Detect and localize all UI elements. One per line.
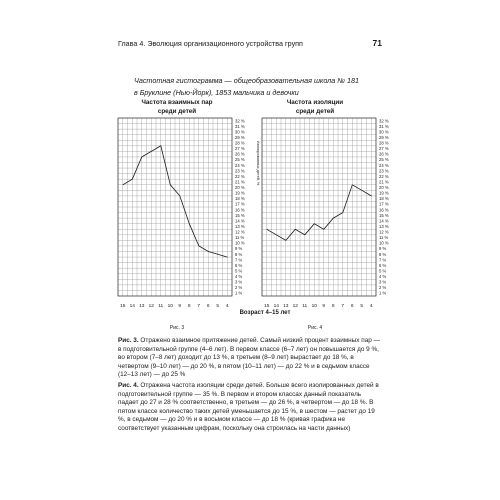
- chart1-data-point: [132, 179, 133, 180]
- chart1-y-tick-label: 2 %: [235, 285, 243, 291]
- chart2-y-tick-label: 17 %: [379, 201, 389, 207]
- chart1-y-tick-label: 5 %: [235, 268, 243, 274]
- chart1-y-tick-label: 32 %: [235, 118, 245, 124]
- chart1-y-tick-label: 25 %: [235, 157, 245, 163]
- chart1-x-tick-label: 15: [120, 304, 126, 309]
- chart1-y-tick-label: 27 %: [235, 146, 245, 152]
- chart2-x-tick-label: 12: [292, 304, 298, 309]
- chart2-y-tick-label: 1 %: [379, 290, 387, 296]
- chart2-y-tick-label: 30 %: [379, 129, 389, 135]
- chart2-y-tick-label: 18 %: [379, 196, 389, 202]
- chart1-y-tick-label: 9 %: [235, 246, 243, 252]
- chart2-data-point: [342, 212, 343, 213]
- chart2-x-tick-label: 4: [369, 304, 373, 309]
- chart2-data-point: [295, 229, 296, 230]
- figure-3-label: Рис. 3.: [118, 337, 139, 344]
- chart2-y-tick-label: 8 %: [379, 251, 387, 257]
- chart1-y-tick-label: 22 %: [235, 173, 245, 179]
- chart1-data-point: [208, 251, 209, 252]
- chart1-y-tick-label: 6 %: [235, 262, 243, 268]
- chart1-y-tick-label: 14 %: [235, 218, 245, 224]
- chart2-y-tick-label: 12 %: [379, 229, 389, 235]
- chart1-figure-label: Рис. 3: [169, 325, 185, 331]
- chart1-y-tick-label: 26 %: [235, 151, 245, 157]
- page-number: 71: [372, 38, 382, 48]
- chapter-title: Глава 4. Эволюция организационного устройства групп: [118, 39, 303, 48]
- chart1-y-tick-label: 12 %: [235, 229, 245, 235]
- chart1-data-point: [198, 246, 199, 247]
- chart2-y-tick-label: 26 %: [379, 151, 389, 157]
- chart1-x-tick-label: 14: [129, 304, 135, 309]
- chart2-y-tick-label: 25 %: [379, 157, 389, 163]
- chart2-data-point: [266, 229, 267, 230]
- figure-3-description: [118, 337, 380, 380]
- chart1-x-tick-label: 9: [178, 304, 182, 309]
- chart1-y-tick-label: 8 %: [235, 251, 243, 257]
- chart1-y-tick-label: 23 %: [235, 168, 245, 174]
- chart1-y-tick-label: 16 %: [235, 207, 245, 213]
- figure-3-body: Отражено взаимное притяжение детей. Самый низкий процент взаимных пар — в подготовительной группе (4–6 лет). В первом классе (6–7 лет) он повышается до 9 %, во втором (7–8 лет) доходит до 13 %, в третьем (8–9 лет) вырастает до 18 %, в четвертом (9–10 лет) — до 20 %, в пятом (10–11 лет) — до 22 % и в седьмом классе (12–13 лет) — до 25 %: [118, 337, 380, 379]
- shared-x-axis-label: Возраст 4–15 лет: [239, 310, 291, 316]
- chart2-title-line: Частота изоляции: [286, 99, 344, 106]
- chart2-y-tick-label: 23 %: [379, 168, 389, 174]
- chart1-data-point: [170, 184, 171, 185]
- chart1-y-tick-label: 11 %: [235, 235, 245, 241]
- chart2-y-tick-label: 3 %: [379, 279, 387, 285]
- chart2-data-point: [371, 196, 372, 197]
- chart1-x-tick-label: 6: [206, 304, 210, 309]
- chart2-data-point: [323, 229, 324, 230]
- chart1-y-tick-label: 30 %: [235, 129, 245, 135]
- chart1-title-line: среди детей: [157, 108, 197, 115]
- chart2-x-tick-label: 11: [302, 304, 308, 309]
- chart1-y-tick-label: 28 %: [235, 140, 245, 146]
- chart2-data-point: [314, 223, 315, 224]
- chart2-y-tick-label: 16 %: [379, 207, 389, 213]
- chart2-y-tick-label: 11 %: [379, 235, 389, 241]
- chart1-y-tick-label: 29 %: [235, 134, 245, 140]
- chart1-y-tick-label: 15 %: [235, 212, 245, 218]
- chart2-data-point: [276, 234, 277, 235]
- chart2-x-tick-label: 9: [322, 304, 326, 309]
- chart2-title-line: среди детей: [295, 108, 335, 115]
- chart2-x-tick-label: 5: [360, 304, 364, 309]
- chart1-y-tick-label: 13 %: [235, 223, 245, 229]
- caption-line-1: Частотная гистограмма — общеобразовательная школа № 181: [134, 76, 359, 85]
- chart2-y-tick-label: 14 %: [379, 218, 389, 224]
- chart1-x-tick-label: 5: [216, 304, 220, 309]
- chart2-data-point: [361, 190, 362, 191]
- chart1-data-point: [122, 184, 123, 185]
- chart2-y-tick-label: 21 %: [379, 179, 389, 185]
- chart2-y-tick-label: 29 %: [379, 134, 389, 140]
- chart1-title-line: Частота взаимных пар: [141, 99, 213, 106]
- chart2-data-point: [285, 240, 286, 241]
- chart2-x-tick-label: 13: [283, 304, 289, 309]
- chart1-data-point: [179, 196, 180, 197]
- figure-4-description: [118, 382, 380, 434]
- chart2-data-point: [352, 184, 353, 185]
- chart1-y-tick-label: 3 %: [235, 279, 243, 285]
- chart1-y-tick-label: 20 %: [235, 185, 245, 191]
- chart2-y-tick-label: 24 %: [379, 162, 389, 168]
- chart1-y-tick-label: 31 %: [235, 123, 245, 129]
- chart1-y-tick-label: 1 %: [235, 290, 243, 296]
- chart1-y-tick-label: 4 %: [235, 274, 243, 280]
- chart2-y-tick-label: 9 %: [379, 246, 387, 252]
- chart1-y-tick-label: 19 %: [235, 190, 245, 196]
- chart2-x-tick-label: 8: [331, 304, 335, 309]
- chart2-x-tick-label: 7: [341, 304, 345, 309]
- chart2-figure-label: Рис. 4: [307, 325, 323, 331]
- chart2-x-tick-label: 15: [264, 304, 270, 309]
- chart2-y-tick-label: 19 %: [379, 190, 389, 196]
- chart1-x-tick-label: 8: [187, 304, 191, 309]
- chart1-y-tick-label: 18 %: [235, 196, 245, 202]
- chart1-x-tick-label: 12: [148, 304, 154, 309]
- chart2-y-tick-label: 20 %: [379, 185, 389, 191]
- chart2-x-tick-label: 10: [311, 304, 317, 309]
- chart2-y-tick-label: 15 %: [379, 212, 389, 218]
- chart1-y-tick-label: 10 %: [235, 240, 245, 246]
- chart2-data-point: [304, 234, 305, 235]
- chart2-y-tick-label: 7 %: [379, 257, 387, 263]
- chart2-y-tick-label: 28 %: [379, 140, 389, 146]
- chart2-y-tick-label: 4 %: [379, 274, 387, 280]
- chart1-data-point: [151, 151, 152, 152]
- chart1-x-tick-label: 11: [158, 304, 164, 309]
- chart1-x-tick-label: 13: [139, 304, 145, 309]
- chart2-y-tick-label: 10 %: [379, 240, 389, 246]
- figure-4-body: Отражена частота изоляции среди детей. Больше всего изолированных детей в подготовительной группе — 35 %. В первом и втором классах данный показатель падает до 27 и 28 % соответственно, в третьем — до 26 %, в четвертом — до 18 %. В пятом классе количество таких детей уменьшается до 15 %, в шестом — растет до 19 %, в седьмом — до 20 % и в восьмом классе — до 18 % (кривая графика не соответствует указанным цифрам, поскольку она строилась на части данных): [118, 382, 379, 432]
- chart2-data-point: [333, 218, 334, 219]
- chart2-x-tick-label: 14: [273, 304, 279, 309]
- chart1-x-tick-label: 4: [225, 304, 229, 309]
- chart1-data-point: [141, 157, 142, 158]
- chart1-data-point: [217, 254, 218, 255]
- chart1-y-tick-label: 17 %: [235, 201, 245, 207]
- chart1-y-tick-label: 7 %: [235, 257, 243, 263]
- chart2-y-tick-label: 22 %: [379, 173, 389, 179]
- chart2-side-label: Изолированных детей, %: [256, 140, 260, 186]
- chart2-y-tick-label: 27 %: [379, 146, 389, 152]
- chart2-y-tick-label: 5 %: [379, 268, 387, 274]
- chart1-x-tick-label: 7: [197, 304, 201, 309]
- figure-4-label: Рис. 4.: [118, 382, 139, 389]
- chart1-data-point: [227, 257, 228, 258]
- chart1-data-point: [160, 145, 161, 146]
- chart2-y-tick-label: 31 %: [379, 123, 389, 129]
- chart1-y-tick-label: 24 %: [235, 162, 245, 168]
- chart2-y-tick-label: 13 %: [379, 223, 389, 229]
- chart2-y-tick-label: 6 %: [379, 262, 387, 268]
- chart2-y-tick-label: 32 %: [379, 118, 389, 124]
- chart2-x-tick-label: 6: [350, 304, 354, 309]
- chart1-x-tick-label: 10: [167, 304, 173, 309]
- chart1-data-point: [189, 223, 190, 224]
- caption-line-2: в Бруклине (Нью-Йорк), 1853 мальчика и девочки: [134, 87, 299, 97]
- chart2-y-tick-label: 2 %: [379, 285, 387, 291]
- chart1-y-tick-label: 21 %: [235, 179, 245, 185]
